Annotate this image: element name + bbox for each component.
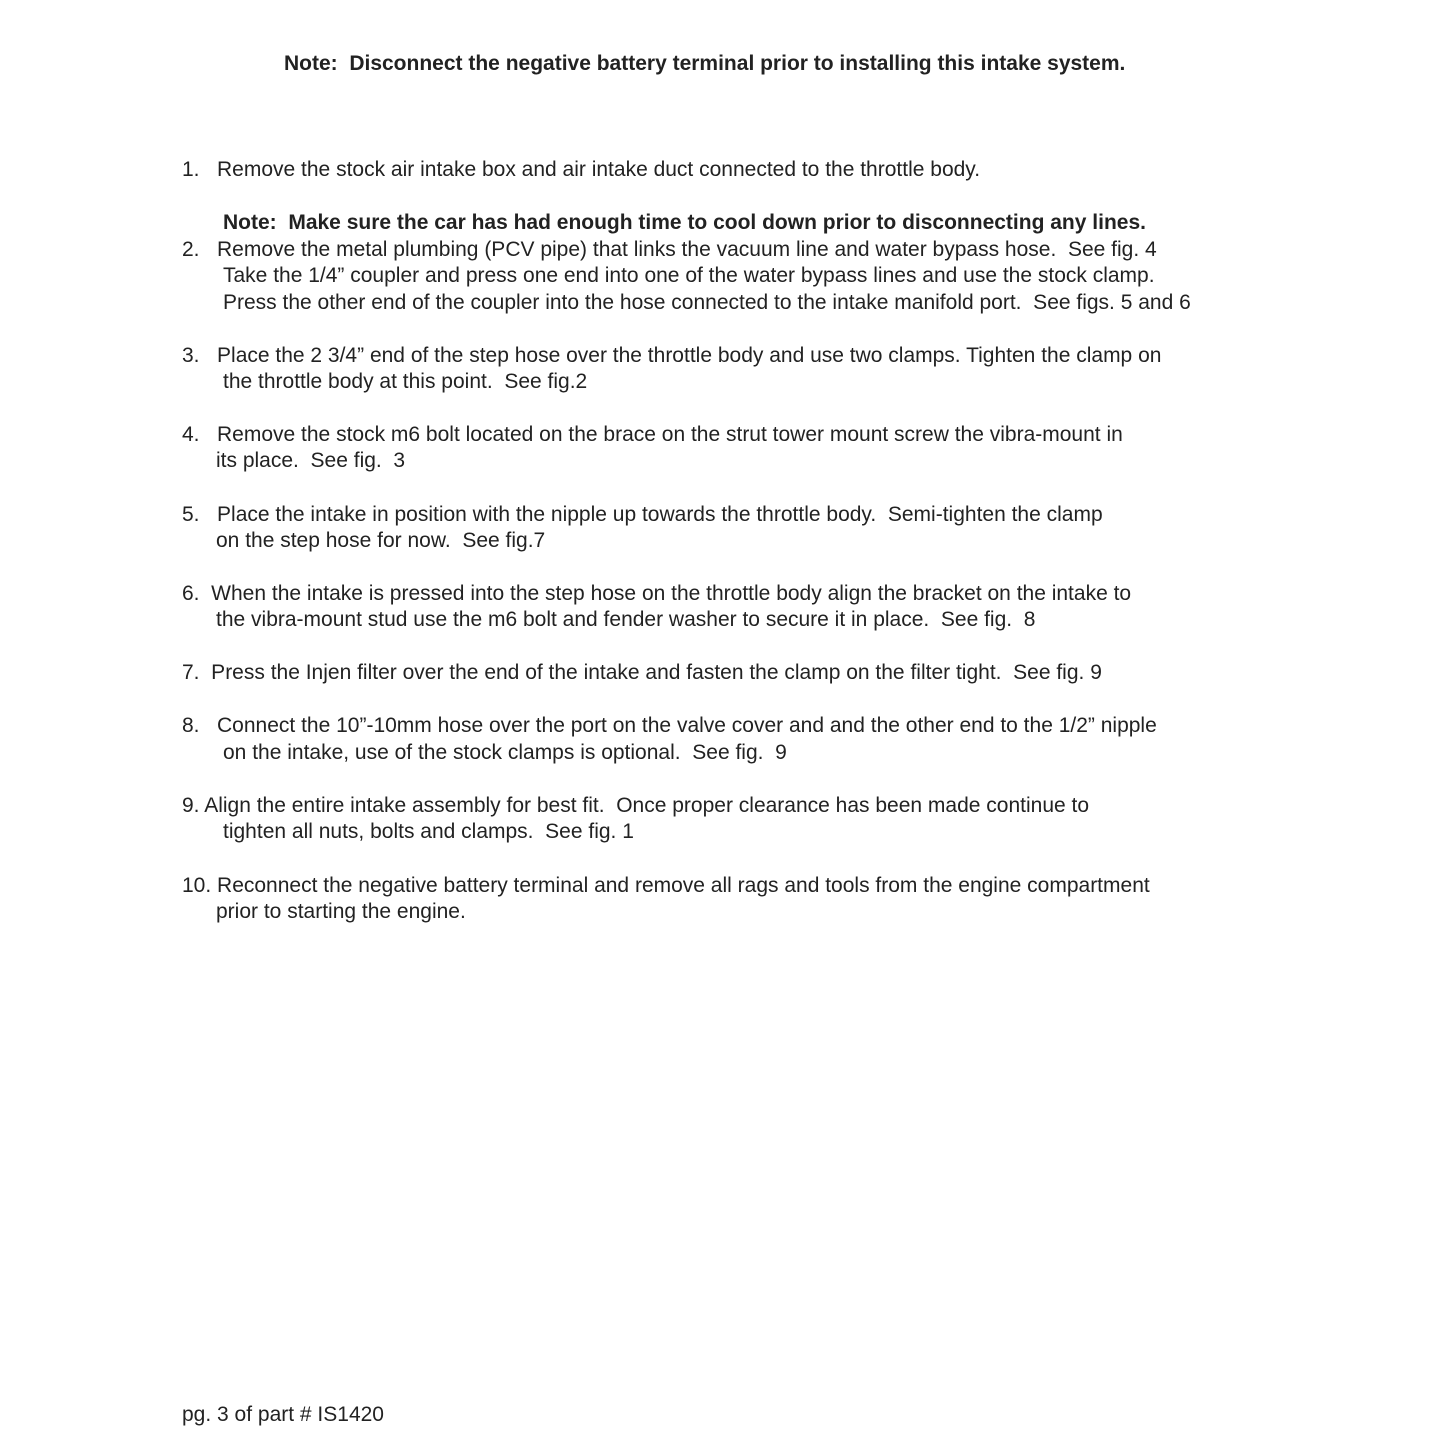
step-line: 5. Place the intake in position with the nipple up towards the throttle body. Semi-tighten the clamp [182,503,1103,526]
step-line: its place. See fig. 3 [216,449,406,472]
step-line: 4. Remove the stock m6 bolt located on the brace on the strut tower mount screw the vibra-mount in [182,423,1123,446]
step-line: on the intake, use of the stock clamps is optional. See fig. 9 [223,741,787,764]
step-line: 8. Connect the 10”-10mm hose over the port on the valve cover and and the other end to the 1/2” nipple [182,714,1157,737]
step-line: Take the 1/4” coupler and press one end into one of the water bypass lines and use the stock clamp. [223,264,1155,287]
header-note: Note: Disconnect the negative battery terminal prior to installing this intake system. [284,52,1126,75]
step-line: on the step hose for now. See fig.7 [216,529,546,552]
step-line: 6. When the intake is pressed into the step hose on the throttle body align the bracket on the intake to [182,582,1132,605]
step-line: 7. Press the Injen filter over the end of the intake and fasten the clamp on the filter tight. See fig. 9 [182,661,1102,684]
page-footer: pg. 3 of part # IS1420 [182,1403,384,1426]
step-line: tighten all nuts, bolts and clamps. See fig. 1 [223,820,634,843]
step-line: 2. Remove the metal plumbing (PCV pipe) that links the vacuum line and water bypass hose. See fig. 4 [182,238,1157,261]
step-line: Press the other end of the coupler into the hose connected to the intake manifold port. See figs. 5 and 6 [223,291,1191,314]
step-line: 3. Place the 2 3/4” end of the step hose over the throttle body and use two clamps. Tighten the clamp on [182,344,1162,367]
step-line: 9. Align the entire intake assembly for best fit. Once proper clearance has been made continue to [182,794,1090,817]
step-line: the vibra-mount stud use the m6 bolt and fender washer to secure it in place. See fig. 8 [216,608,1036,631]
step-line: 10. Reconnect the negative battery terminal and remove all rags and tools from the engine compartment [182,874,1150,897]
cooldown-note: Note: Make sure the car has had enough time to cool down prior to disconnecting any lines. [223,211,1146,234]
step-line: prior to starting the engine. [216,900,466,923]
step-line: the throttle body at this point. See fig.2 [223,370,588,393]
step-line: 1. Remove the stock air intake box and air intake duct connected to the throttle body. [182,158,981,181]
